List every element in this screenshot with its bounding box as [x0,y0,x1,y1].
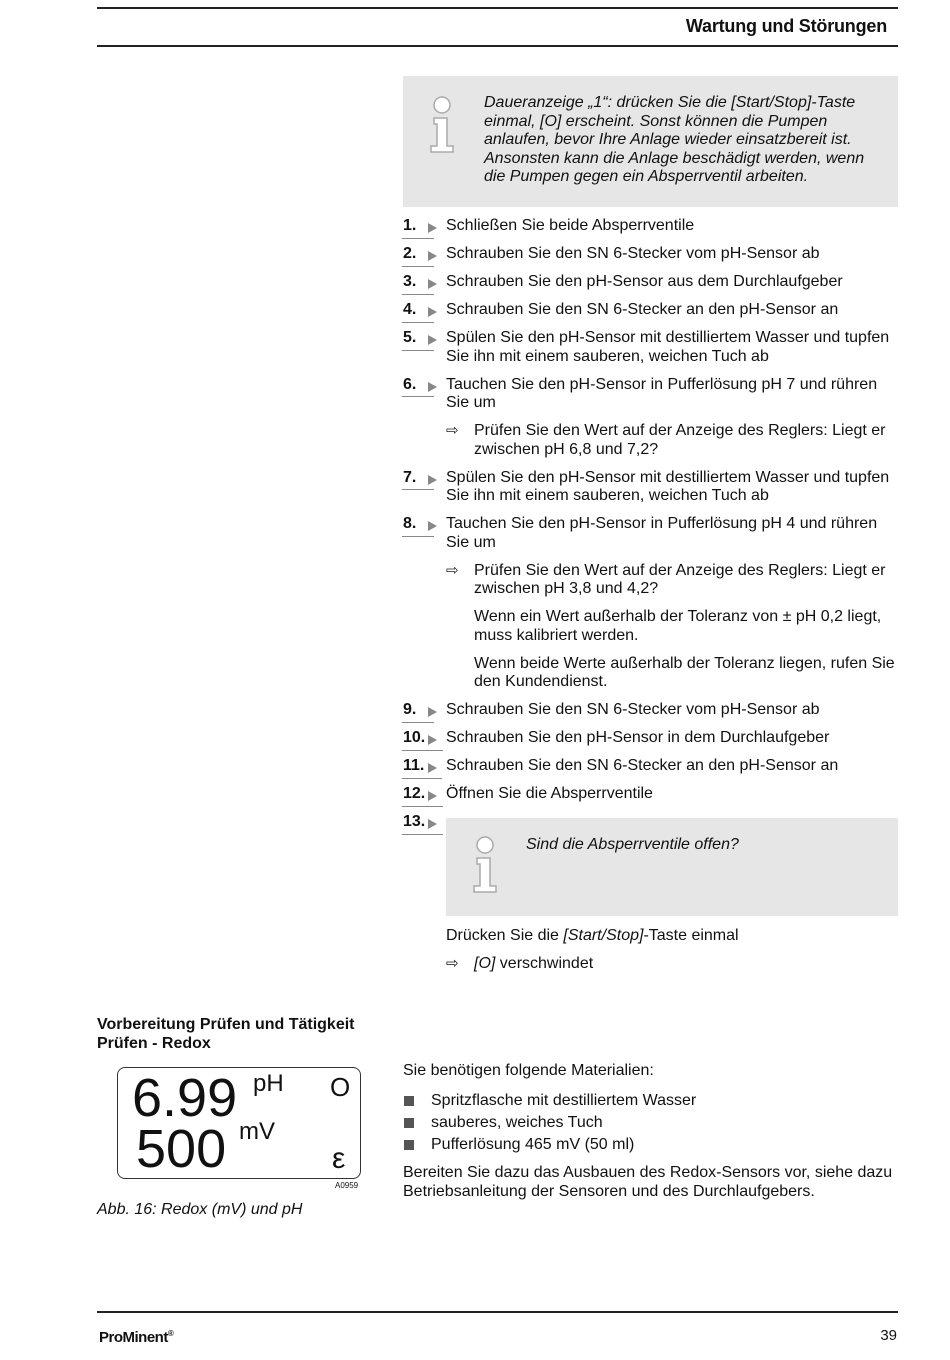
figure-caption: Abb. 16: Redox (mV) und pH [97,1201,303,1218]
step-11 [403,757,903,776]
step-8 [403,515,903,552]
step-3 [403,273,903,292]
step-arrow-icon [428,763,437,773]
logo-pro: Pro [99,1329,123,1346]
step-6 [403,376,903,413]
ph-value: 6.99 [132,1068,238,1128]
result-arrow-icon: ⇨ [446,955,459,972]
step-text: Schrauben Sie den SN 6-Stecker an den pH-Sensor an [446,301,839,318]
step-9 [403,701,903,720]
prominent-logo [99,1329,173,1346]
step-4 [403,301,903,320]
info-text-top: Daueranzeige „1“: drücken Sie die [Start/Stop]-Taste einmal, [O] erscheint. Sonst können die Pumpen anlaufen, bevor Ihre Anlage wieder einsatzbereit ist. Ansonsten kann die Anlage beschädigt werden, wenn die Pumpen gegen ein Absperrventil arbeiten. [484,94,865,185]
header-bottom-rule [97,45,898,47]
header-top-rule [97,7,898,9]
step-13-text [446,927,739,946]
step-arrow-icon [428,791,437,801]
step-number: 7. [403,468,417,486]
materials-list [403,1092,903,1155]
step-number: 2. [403,245,417,262]
step-number: 12. [403,785,426,802]
step-8-result [403,562,903,599]
step-1 [403,217,903,236]
step-text: Schrauben Sie den SN 6-Stecker an den pH-Sensor an [446,757,839,774]
step-arrow-icon [428,735,437,745]
info-icon [468,836,504,896]
info-box-step-13 [446,818,898,916]
step-arrow-icon [428,707,437,717]
material-text: Spritzflasche mit destilliertem Wasser [431,1091,697,1109]
step-number: 11. [403,757,425,774]
step-arrow-icon [428,521,437,531]
step-number: 8. [403,515,417,532]
controller-display-figure [117,1067,361,1179]
step-arrow-icon [428,335,437,345]
step-number: 1. [403,217,417,234]
step-12 [403,785,903,804]
step-text: Schrauben Sie den pH-Sensor in dem Durchlaufgeber [446,729,830,746]
result-arrow-icon: ⇨ [446,561,459,579]
logo-registered: ® [167,1329,174,1338]
result-arrow-icon: ⇨ [446,422,459,439]
square-bullet-icon [404,1096,414,1106]
step-number: 10. [403,729,426,746]
step-arrow-icon [428,819,437,829]
materials-outro: Bereiten Sie dazu das Ausbauen des Redox-Sensors vor, siehe dazu Betriebsanleitung der Sensoren und des Durchlaufgebers. [403,1164,893,1200]
step-2 [403,245,903,264]
step-number: 5. [403,329,417,346]
step-text: Schrauben Sie den SN 6-Stecker vom pH-Sensor ab [446,701,820,718]
step-13-result [446,955,593,974]
step-7 [403,469,903,506]
footer-rule [97,1311,898,1313]
section-heading-line-1: Vorbereitung Prüfen und Tätigkeit [97,1016,355,1033]
square-bullet-icon [404,1118,414,1128]
step-number: 6. [403,375,417,393]
materials-intro: Sie benötigen folgende Materialien: [403,1062,654,1079]
display-symbol-top: O [330,1072,351,1102]
page-number: 39 [880,1327,897,1344]
mv-unit: mV [239,1118,275,1145]
square-bullet-icon [404,1140,414,1150]
step-text: Schrauben Sie den SN 6-Stecker vom pH-Sensor ab [446,245,820,262]
o-key: [O] [474,955,496,972]
step-text: Schließen Sie beide Absperrventile [446,217,695,234]
list-item [403,1092,903,1111]
step-arrow-icon [428,307,437,317]
step-text: Spülen Sie den pH-Sensor mit destilliertem Wasser und tupfen Sie ihn mit einem sauberen, weichen Tuch ab [446,468,890,504]
info-text-step-13: Sind die Absperrventile offen? [526,836,739,853]
section-heading-line-2: Prüfen - Redox [97,1034,211,1052]
start-stop-key: [Start/Stop] [563,927,644,944]
step-number: 9. [403,701,417,718]
step-8-note-service: Wenn beide Werte außerhalb der Toleranz liegen, rufen Sie den Kundendienst. [474,654,895,690]
step-13-result-post: verschwindet [495,955,594,972]
mv-value: 500 [136,1119,227,1179]
step-text: Schrauben Sie den pH-Sensor aus dem Durchlaufgeber [446,273,843,290]
step-arrow-icon [428,223,437,233]
step-number: 4. [403,301,417,318]
step-10 [403,729,903,748]
display-symbol-bottom: ε [332,1142,346,1175]
step-text: Tauchen Sie den pH-Sensor in Pufferlösung pH 7 und rühren Sie um [446,375,878,411]
step-6-result [403,422,903,459]
step-text: Öffnen Sie die Absperrventile [446,785,653,802]
page-header-title: Wartung und Störungen [685,16,887,36]
step-arrow-icon [428,382,437,392]
step-text: Tauchen Sie den pH-Sensor in Pufferlösung pH 4 und rühren Sie um [446,515,878,551]
ph-unit: pH [253,1070,284,1097]
step-8-note-calibrate: Wenn ein Wert außerhalb der Toleranz von ± pH 0,2 liegt, muss kalibriert werden. [474,608,882,644]
step-arrow-icon [428,475,437,485]
step-13-text-pre: Drücken Sie die [446,927,564,944]
section-heading [97,1016,355,1053]
step-arrow-icon [428,251,437,261]
materials-section [403,1062,903,1201]
logo-minent: Minent [122,1329,168,1346]
step-13-text-post: -Taste einmal [643,927,739,944]
step-5 [403,329,903,366]
material-text: Pufferlösung 465 mV (50 ml) [431,1135,635,1153]
material-text: sauberes, weiches Tuch [431,1113,603,1131]
list-item [403,1136,903,1155]
result-text: Prüfen Sie den Wert auf der Anzeige des Reglers: Liegt er zwischen pH 6,8 und 7,2? [474,422,886,458]
step-arrow-icon [428,279,437,289]
list-item [403,1114,903,1133]
figure-code: A0959 [335,1181,359,1190]
step-text: Spülen Sie den pH-Sensor mit destilliertem Wasser und tupfen Sie ihn mit einem sauberen, weichen Tuch ab [446,329,890,365]
result-text: Prüfen Sie den Wert auf der Anzeige des Reglers: Liegt er zwischen pH 3,8 und 4,2? [474,561,886,597]
step-number: 13. [403,813,426,830]
info-box-top [403,76,898,207]
procedure-steps [403,217,903,830]
info-icon [425,96,461,156]
step-number: 3. [403,273,417,290]
